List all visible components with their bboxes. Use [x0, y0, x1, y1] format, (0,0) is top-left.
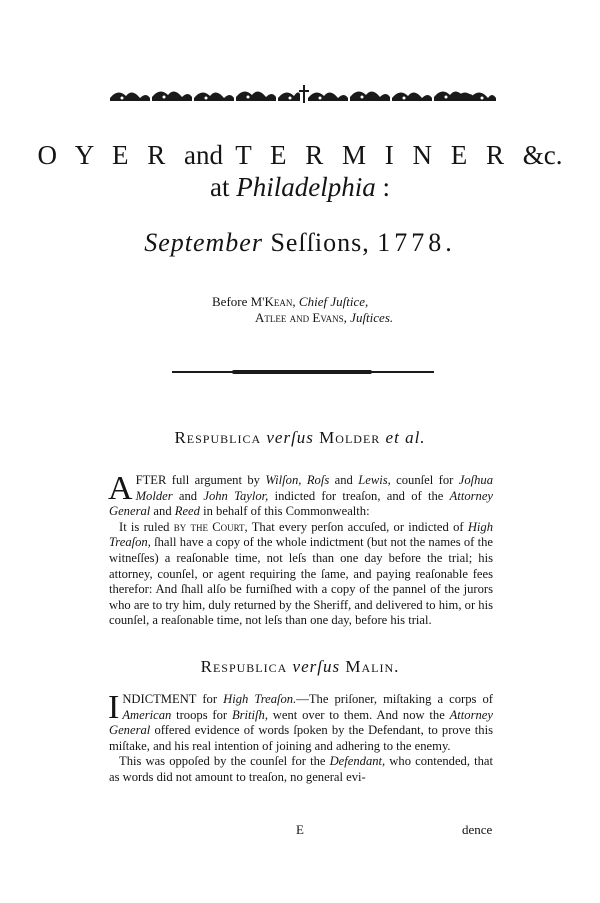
case2-body	[108, 689, 494, 786]
case1-et-al: et al.	[385, 428, 426, 447]
case2-para2-run: This was oppoſed by the counſel for the	[119, 754, 330, 769]
before-prefix: Before	[212, 294, 248, 309]
title-september: September	[144, 228, 263, 257]
case2-para1-run: Attorney General	[109, 707, 493, 738]
case1-para2-run: ſhall have a copy of the whole indictment (but not the names of the witneſſes) a reaſonable time, not leſs than one day before the trial; his attorney, counſel, or agent requiring the ſame, and paying reaſonable fees therefor: And ſhall alſo be furniſhed with a copy of the pannel of the jurors who are to try him, duly returned by the Sheriff, and delivered to him, or his counſel, a reaſonable time, not leſs than one day, before his trial.	[109, 535, 493, 628]
case2-respublica: Respublica	[200, 657, 288, 676]
case2-para1-run: went over to them. And now the	[267, 707, 450, 722]
title-oyer: O Y E R	[37, 140, 172, 170]
title-terminer: T E R M I N E R	[235, 140, 510, 170]
case1-para1-run: John Taylor,	[203, 488, 269, 503]
case1-versus: verſus	[266, 428, 314, 447]
case1-dropcap: A	[108, 470, 133, 507]
case2-para2-run: Defendant,	[329, 754, 386, 769]
judge-atlee-evans: Atlee and Evans,	[255, 310, 347, 325]
case2-para1-run: NDICTMENT for	[122, 692, 224, 706]
case1-para2-run: It is ruled	[119, 519, 174, 534]
title-line-sessions	[0, 228, 600, 258]
title-line-oyer-terminer	[0, 140, 600, 171]
case2-para1-run: —The priſoner, miſtaking a corps of	[296, 692, 493, 706]
case2-para1-run: High Treaſon.	[223, 692, 297, 706]
case-heading-malin	[0, 657, 600, 677]
case2-para2-run: who contended, that as words did not amount to treaſon, no general evi-	[109, 754, 494, 784]
case1-para1-run: and	[329, 473, 359, 487]
case1-para1-run: Lewis,	[358, 473, 391, 487]
title-line-philadelphia	[0, 172, 600, 203]
case1-para2-run: by the Court,	[173, 519, 248, 534]
title-colon: :	[382, 172, 390, 202]
case2-para1-run: offered evidence of words ſpoken by the Defendant, to prove this miſtake, and his real intention of joining and adhering to the enemy.	[109, 723, 493, 753]
title-sessions: Seſſions,	[270, 228, 370, 257]
title-and: and	[183, 140, 223, 170]
before-justices	[212, 294, 393, 326]
case1-para1-run: and	[172, 488, 204, 503]
judge-mckean-title: Chief Juſtice,	[298, 294, 369, 309]
case2-para1-run: troops for	[171, 707, 232, 722]
title-philadelphia: Philadelphia	[236, 172, 376, 202]
case1-respublica: Respublica	[174, 428, 262, 447]
section-divider-rule	[172, 371, 434, 373]
case1-para1-run: Wilſon, Roſs	[265, 473, 330, 487]
judge-atlee-evans-title: Juſtices.	[350, 310, 394, 325]
title-at: at	[210, 172, 230, 202]
case1-para1-run: Joſhua Molder	[135, 473, 494, 503]
case2-para1-run: American	[122, 707, 172, 722]
case2-versus: verſus	[292, 657, 341, 676]
case1-para1-run: counſel for	[390, 473, 459, 487]
fleuron-border-ornament-icon	[110, 84, 496, 106]
case1-para1-run: in behalf of this Commonwealth:	[199, 504, 370, 519]
case2-dropcap: I	[108, 689, 120, 726]
title-etc: &c.	[522, 140, 563, 170]
case2-malin: Malin.	[345, 657, 400, 676]
case1-para2-run: That every perſon accuſed, or indicted of	[247, 519, 468, 534]
title-year: 1778.	[377, 228, 456, 257]
case1-para1-run: indicted for treaſon, and of the	[268, 488, 450, 503]
case2-para1-run: Britiſh,	[231, 707, 268, 722]
case1-molder: Molder	[319, 428, 381, 447]
case1-para1-run: FTER full argument by	[135, 473, 266, 487]
case1-para2-run: High Treaſon,	[109, 519, 493, 550]
signature-mark: E	[296, 822, 304, 837]
case1-para1-run: Attorney General	[109, 488, 494, 519]
case-heading-molder	[0, 428, 600, 448]
case1-body	[108, 470, 494, 629]
catchword: dence	[462, 822, 493, 837]
case1-para1-run: and	[150, 504, 175, 519]
case1-para1-run: Reed	[174, 504, 200, 519]
judge-mckean: M'Kean,	[250, 294, 296, 309]
